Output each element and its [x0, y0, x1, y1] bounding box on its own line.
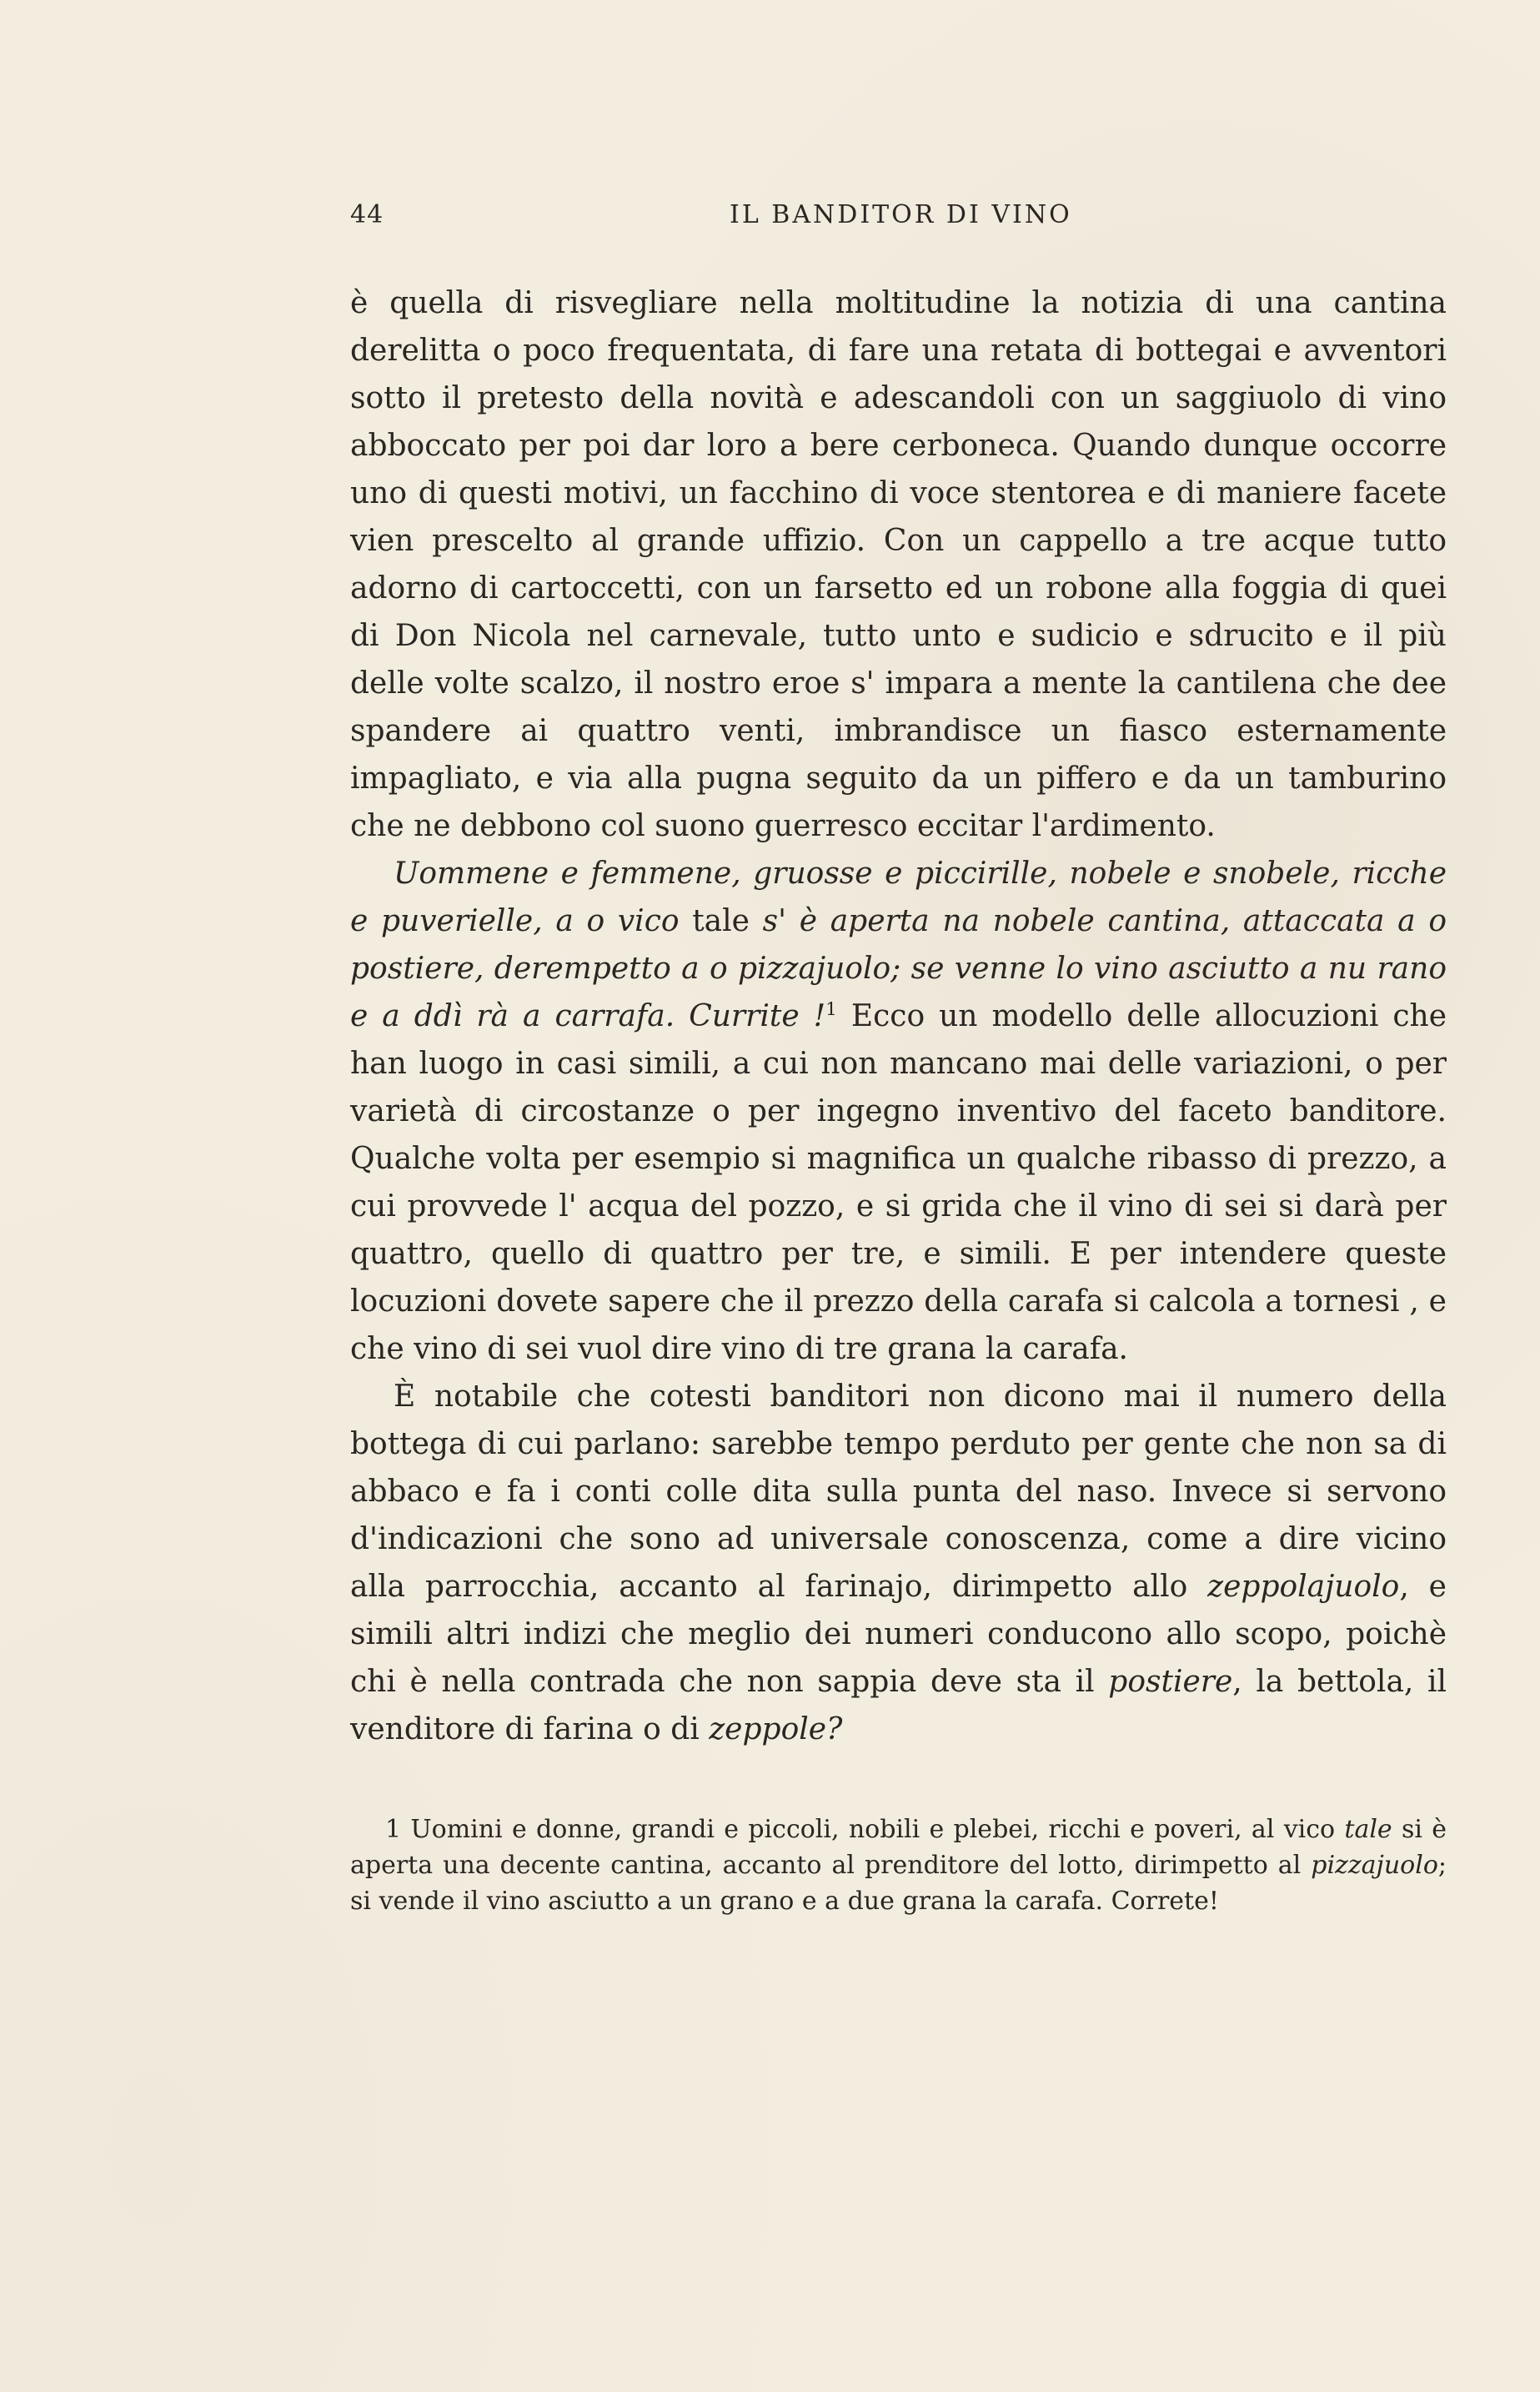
running-title: IL BANDITOR DI VINO — [730, 200, 1072, 229]
footnote-marker: 1 — [385, 1815, 402, 1844]
footnote — [350, 1812, 1447, 1919]
italic-term: zeppolajuolo — [1207, 1570, 1400, 1604]
text-span: , la bettola, il venditore di farina o di — [350, 1665, 1447, 1746]
text-span: È notabile che cotesti banditori non dicono mai il numero della bottega di cui parlano: sarebbe tempo perduto per gente che non sa di abbaco e fa i conti colle dita sulla punta del naso. Invece si servono d'indicazioni che sono ad universale conoscenza, come a dire vicino alla parrocchia, accanto al farinajo, dirimpetto allo — [350, 1379, 1447, 1604]
text-span: si è aperta una decente cantina, accanto al prenditore del lotto, dirimpetto al — [350, 1815, 1447, 1880]
text-span: tale — [679, 904, 763, 938]
dialect-proclamation-cont: s' è aperta na nobele cantina, attaccata a o postiere, derempetto a o pizzajuolo; se venne lo vino asciutto a nu rano e a ddì rà a carrafa. Currite ! — [350, 904, 1447, 1033]
italic-term: zeppole? — [709, 1712, 843, 1746]
dialect-proclamation: Uommene e femmene, gruosse e piccirille, nobele e snobele, ricche e puverielle, a o vico — [350, 857, 1447, 938]
text-span: Ecco un modello delle allocuzioni che han luogo in casi simili, a cui non mancano mai delle variazioni, o per varietà di circostanze o per ingegno inventivo del faceto banditore. Qualche volta per esempio si magnifica un qualche ribasso di prezzo, a cui provvede l' acqua del pozzo, e si grida che il vino di sei si darà per quattro, quello di quattro per tre, e simili. E per intendere queste locuzioni dovete sapere che il prezzo della carafa si calcola a tornesi , e che vino di sei vuol dire vino di tre grana la carafa. — [350, 999, 1447, 1366]
italic-term: postiere — [1108, 1665, 1233, 1699]
page-number: 44 — [350, 200, 384, 229]
italic-term: pizzajuolo — [1311, 1851, 1438, 1880]
paragraph-2 — [350, 850, 1447, 1373]
footnote-ref: 1 — [825, 999, 837, 1020]
page-header — [350, 200, 1451, 250]
text-span: ; si vende il vino asciutto a un grano e a due grana la carafa. Correte! — [350, 1851, 1447, 1916]
paragraph-1: è quella di risvegliare nella moltitudine la notizia di una cantina derelitta o poco frequentata, di fare una retata di bottegai e avventori sotto il pretesto della novità e adescandoli con un saggiuolo di vino abboccato per poi dar loro a bere cerboneca. Quando dunque occorre uno di questi motivi, un facchino di voce stentorea e di maniere facete vien prescelto al grande uffizio. Con un cappello a tre acque tutto adorno di cartoccetti, con un farsetto ed un robone alla foggia di quei di Don Nicola nel carnevale, tutto unto e sudicio e sdrucito e il più delle volte scalzo, il nostro eroe s' impara a mente la cantilena che dee spandere ai quattro venti, imbrandisce un fiasco esternamente impagliato, e via alla pugna seguito da un piffero e da un tamburino che ne debbono col suono guerresco eccitar l'ardimento. — [350, 286, 1447, 843]
paragraph-3 — [350, 1373, 1447, 1753]
text-span: Uomini e donne, grandi e piccoli, nobili e plebei, ricchi e poveri, al vico — [401, 1815, 1345, 1844]
body-text — [350, 279, 1447, 1753]
italic-term: tale — [1344, 1815, 1392, 1844]
text-span: , e simili altri indizi che meglio dei numeri conducono allo scopo, poichè chi è nella contrada che non sappia deve sta il — [350, 1570, 1447, 1699]
